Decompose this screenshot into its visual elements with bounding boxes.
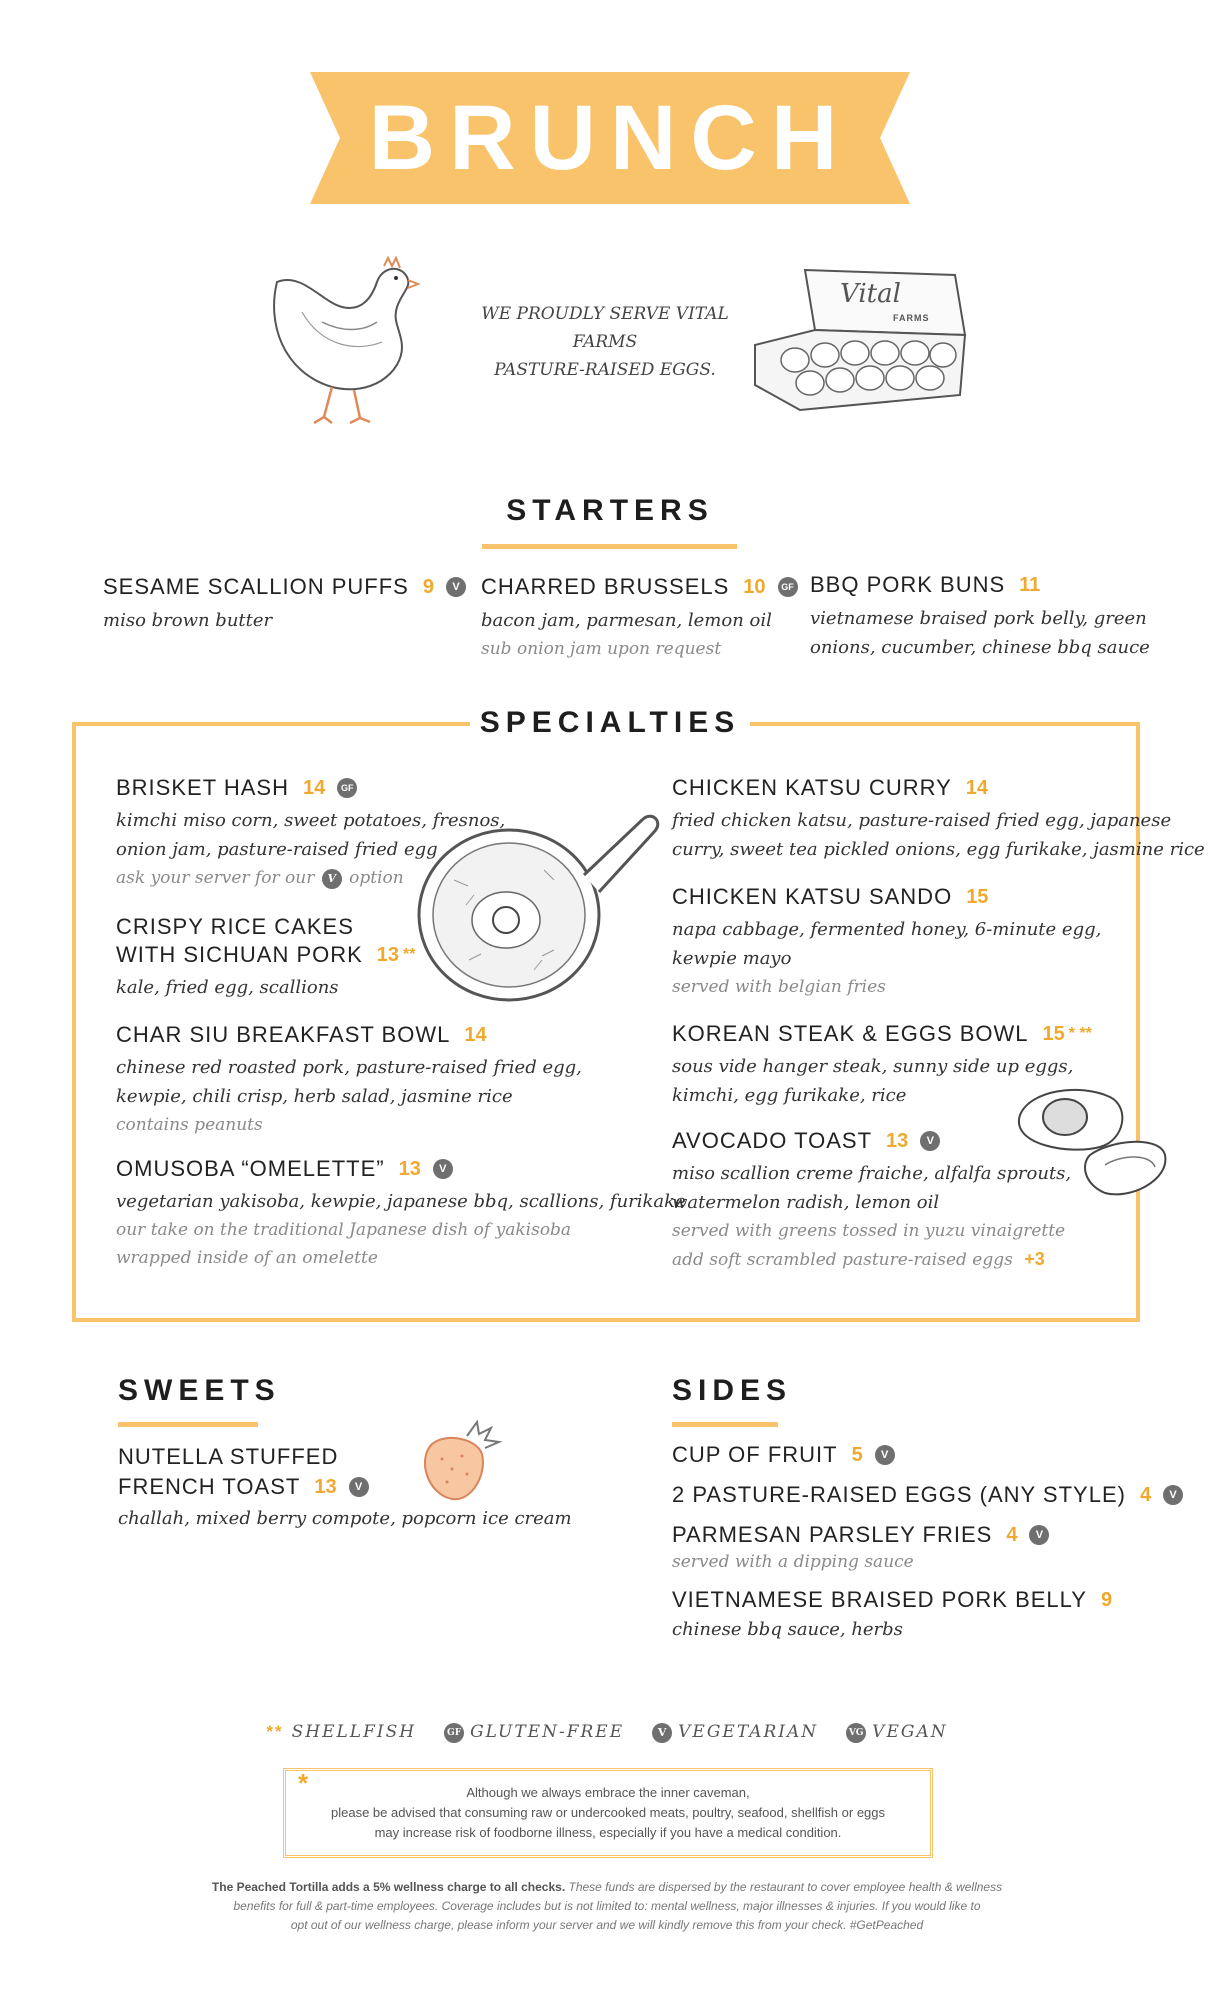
gluten-free-badge: GF [444,1723,464,1743]
item-price: 11 [1019,573,1041,596]
starter-item-sesame-scallion-puffs [103,574,466,635]
item-description-line1: vegetarian yakisoba, kewpie, japanese bbq, scallions, furikake [116,1191,686,1212]
shellfish-mark: ** [266,1722,284,1742]
item-name: CUP OF FRUIT [672,1442,838,1467]
warning-line2: please be advised that consuming raw or undercooked meats, poultry, seafood, shellfish or eggs [330,1805,886,1820]
warning-asterisk: * [298,1768,309,1798]
vegetarian-badge: V [433,1159,453,1179]
sweets-heading: SWEETS [118,1374,281,1407]
legend-shellfish-label: SHELLFISH [291,1722,417,1743]
item-price: 13 [376,943,400,966]
item-description-line2: kewpie, chili crisp, herb salad, jasmine rice [116,1086,513,1107]
item-name: 2 PASTURE-RAISED EGGS (ANY STYLE) [672,1482,1126,1507]
item-description: challah, mixed berry compote, popcorn ice cream [118,1508,572,1529]
legend-gluten-free [444,1722,624,1743]
dietary-legend [0,1722,1214,1743]
wellness-line3: opt out of our wellness charge, please inform your server and we will kindly remove this from your check. #GetPeached [290,1918,924,1932]
eggs-tagline-line1: WE PROUDLY SERVE VITAL FARMS [481,304,729,352]
item-price: 10 [743,575,766,598]
item-price: 13 [886,1129,909,1152]
addon-price: +3 [1024,1249,1045,1269]
item-price: 14 [302,776,326,799]
item-description-line1: miso scallion creme fraiche, alfalfa sprouts, [672,1163,1072,1184]
shellfish-mark: ** [403,946,416,963]
vegetarian-badge: V [1163,1485,1183,1505]
legend-vegan-label: VEGAN [872,1722,948,1742]
gluten-free-badge: GF [337,778,357,798]
sides-underline [672,1422,778,1427]
item-name: CHICKEN KATSU SANDO [672,884,953,909]
starter-item-bbq-pork-buns [810,572,1150,662]
vegetarian-badge: V [446,577,466,597]
note-text-pre: ask your server for our [116,868,315,888]
vegetarian-badge: V [1029,1525,1049,1545]
item-description-line1: kale, fried egg, scallions [116,977,339,998]
item-description: miso brown butter [103,610,273,631]
item-description-line1: vietnamese braised pork belly, green [810,608,1147,629]
vegan-badge: VG [846,1723,866,1743]
starters-heading: STARTERS [506,494,714,527]
wellness-bold-text: The Peached Tortilla adds a 5% wellness charge to all checks. [211,1880,566,1894]
starters-underline [482,544,737,549]
sweets-underline [118,1422,258,1427]
wellness-charge-note [150,1878,1064,1935]
item-description-line1: fried chicken katsu, pasture-raised fried egg, japanese [672,810,1172,831]
eggs-tagline-line2: PASTURE-RAISED EGGS. [494,360,716,380]
specialty-item-omusoba-omelette [116,1156,686,1272]
item-note: served with belgian fries [672,977,886,997]
vegetarian-badge: V [349,1477,369,1497]
title-banner [310,72,910,204]
vegetarian-badge: V [920,1131,940,1151]
item-price: 5 [851,1443,863,1466]
specialty-item-chicken-katsu-curry [672,775,1205,864]
legend-vegetarian [652,1722,818,1743]
wellness-line2: benefits for full & part-time employees. Coverage includes but is not limited to: mental wellness, major illnesses & injuries. If you would like to [233,1899,981,1913]
side-item-vietnamese-braised-pork-belly [672,1587,1112,1644]
item-price: 9 [422,575,434,598]
carton-logo: Vital [840,279,901,309]
item-description: chinese bbq sauce, herbs [672,1619,903,1640]
item-description-line2: kewpie mayo [672,948,792,969]
item-name: AVOCADO TOAST [672,1128,873,1153]
warning-line3: may increase risk of foodborne illness, especially if you have a medical condition. [374,1825,842,1840]
item-price: 14 [965,776,989,799]
item-description-line2: onions, cucumber, chinese bbq sauce [810,637,1150,658]
item-price: 15 [966,885,989,908]
item-note [116,864,505,892]
item-name: VIETNAMESE BRAISED PORK BELLY [672,1587,1087,1612]
legend-vegan [846,1722,947,1743]
item-name: CHAR SIU BREAKFAST BOWL [116,1022,451,1047]
side-item-parmesan-parsley-fries [672,1522,1049,1576]
item-note: sub onion jam upon request [481,639,722,659]
item-price: 4 [1139,1483,1152,1506]
item-note-line1: our take on the traditional Japanese dish of yakisoba [116,1220,572,1240]
item-description-line1: napa cabbage, fermented honey, 6-minute egg, [672,919,1102,940]
item-price: 13 [314,1475,337,1498]
item-name: BRISKET HASH [116,775,289,800]
item-note-line1: served with greens tossed in yuzu vinaigrette [672,1221,1066,1241]
legend-vegetarian-label: VEGETARIAN [678,1722,819,1742]
egg-carton-illustration [745,265,975,415]
item-name: SESAME SCALLION PUFFS [103,574,409,599]
item-name: BBQ PORK BUNS [810,572,1006,597]
legend-shellfish [266,1722,416,1742]
specialty-item-avocado-toast [672,1128,1071,1274]
wellness-text: These funds are dispersed by the restaurant to cover employee health & wellness [568,1880,1003,1894]
item-price: 14 [464,1023,487,1046]
carton-logo-sub: FARMS [893,313,930,323]
item-price: 13 [398,1157,421,1180]
item-description-line1: chinese red roasted pork, pasture-raised fried egg, [116,1057,582,1078]
item-name: CHARRED BRUSSELS [481,574,730,599]
side-item-pasture-raised-eggs [672,1482,1183,1508]
item-note-line2: wrapped inside of an omelette [116,1248,378,1268]
legend-gluten-free-label: GLUTEN-FREE [470,1722,625,1742]
specialty-item-chicken-katsu-sando [672,884,1101,1001]
warning-line1: Although we always embrace the inner caveman, [466,1785,750,1800]
item-description-line1: sous vide hanger steak, sunny side up eggs, [672,1056,1074,1077]
item-name: KOREAN STEAK & EGGS BOWL [672,1021,1029,1046]
item-price: 9 [1100,1588,1113,1611]
gluten-free-badge: GF [778,577,798,597]
item-price: 15 [1042,1022,1065,1045]
item-description-line2: kimchi, egg furikake, rice [672,1085,907,1106]
consumption-warning [283,1768,933,1858]
item-price: 4 [1006,1523,1018,1546]
item-description-line2: curry, sweet tea pickled onions, egg furikake, jasmine rice [672,839,1205,860]
item-note-line2 [672,1245,1071,1274]
item-description: bacon jam, parmesan, lemon oil [481,610,772,631]
item-name-line2: WITH SICHUAN PORK [116,942,363,967]
item-note: served with a dipping sauce [672,1552,914,1572]
vegetarian-badge: V [875,1445,895,1465]
eggs-tagline [455,300,755,384]
specialty-item-char-siu-breakfast-bowl [116,1022,582,1139]
item-description-line1: kimchi miso corn, sweet potatoes, fresnos, [116,810,506,831]
item-name: PARMESAN PARSLEY FRIES [672,1522,993,1547]
item-name-line1: CRISPY RICE CAKES [116,914,354,939]
chicken-illustration [262,252,442,432]
note-text-post: option [349,868,404,888]
specialty-item-crispy-rice-cakes [116,913,416,1002]
item-name: CHICKEN KATSU CURRY [672,775,952,800]
page-title: BRUNCH [368,87,852,189]
sides-heading: SIDES [672,1374,793,1407]
wellness-line1 [150,1878,1064,1897]
item-description-line2: onion jam, pasture-raised fried egg [116,839,438,860]
sweets-item-nutella-french-toast [118,1442,572,1533]
raw-shellfish-mark: * ** [1068,1025,1092,1042]
note-text: add soft scrambled pasture-raised eggs [672,1250,1013,1270]
item-name: OMUSOBA “OMELETTE” [116,1156,385,1181]
specialties-heading: SPECIALTIES [470,706,750,740]
item-note: contains peanuts [116,1115,263,1135]
vegetarian-badge: V [322,869,342,889]
item-description-line2: watermelon radish, lemon oil [672,1192,940,1213]
starter-item-charred-brussels [481,574,798,663]
specialty-item-brisket-hash [116,775,505,892]
item-name-line1: NUTELLA STUFFED [118,1444,339,1469]
item-name-line2: FRENCH TOAST [118,1474,301,1499]
vegetarian-badge: V [652,1723,672,1743]
side-item-cup-of-fruit [672,1442,895,1468]
